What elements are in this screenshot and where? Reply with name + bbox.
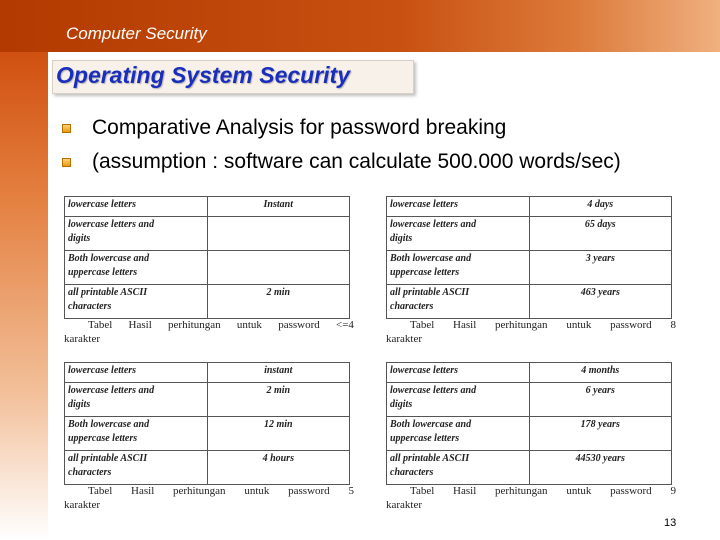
table-cell-value: 2 min: [207, 285, 349, 319]
table-cell-label: Both lowercase and uppercase letters: [65, 251, 208, 285]
bullet-item: [62, 116, 506, 140]
table-row: [65, 363, 350, 383]
table-cell-value: 6 years: [529, 383, 671, 417]
table-row: [65, 417, 350, 451]
table-cell-label: lowercase letters: [387, 363, 530, 383]
table-caption: Tabel Hasil perhitungan untuk password 8 karakter: [386, 319, 676, 345]
password-table: [64, 362, 350, 485]
table-row: [387, 451, 672, 485]
password-table: [386, 196, 672, 319]
table-row: [387, 417, 672, 451]
table-cell-label: lowercase letters: [387, 197, 530, 217]
left-decorative-strip: [0, 52, 48, 540]
table-caption: Tabel Hasil perhitungan untuk password <=4 karakter: [64, 319, 354, 345]
table-cell-value: 4 days: [529, 197, 671, 217]
password-table: [386, 362, 672, 485]
table-cell-value: 3 years: [529, 251, 671, 285]
table-cell-label: lowercase letters and digits: [387, 383, 530, 417]
table-row: [387, 383, 672, 417]
bullet-square-icon: [62, 124, 71, 133]
table-cell-label: lowercase letters: [65, 363, 208, 383]
bullet-text: Comparative Analysis for password breaking: [92, 116, 507, 139]
table-cell-value: [207, 217, 349, 251]
table-cell-label: lowercase letters: [65, 197, 208, 217]
table-cell-value: 12 min: [207, 417, 349, 451]
table-cell-label: Both lowercase and uppercase letters: [387, 417, 530, 451]
table-row: [65, 383, 350, 417]
page-number: 13: [664, 517, 677, 529]
bullet-square-icon: [62, 158, 71, 167]
table-cell-value: 463 years: [529, 285, 671, 319]
slide-title: Operating System Security: [56, 62, 350, 88]
table-row: [387, 217, 672, 251]
table-cell-value: [207, 251, 349, 285]
table-cell-label: all printable ASCII characters: [65, 451, 208, 485]
table-row: [387, 363, 672, 383]
table-cell-value: 4 hours: [207, 451, 349, 485]
password-table: [64, 196, 350, 319]
table-cell-value: 65 days: [529, 217, 671, 251]
table-row: [387, 285, 672, 319]
table-row: [387, 251, 672, 285]
table-cell-label: all printable ASCII characters: [387, 285, 530, 319]
table-cell-value: 178 years: [529, 417, 671, 451]
bullet-item: [62, 150, 621, 174]
table-row: [65, 251, 350, 285]
bullet-text: (assumption : software can calculate 500.000 words/sec): [92, 150, 621, 173]
table-row: [387, 197, 672, 217]
table-cell-label: all printable ASCII characters: [65, 285, 208, 319]
table-cell-label: lowercase letters and digits: [65, 383, 208, 417]
table-cell-value: 2 min: [207, 383, 349, 417]
table-cell-value: instant: [207, 363, 349, 383]
table-cell-value: 4 months: [529, 363, 671, 383]
table-cell-label: all printable ASCII characters: [387, 451, 530, 485]
table-row: [65, 197, 350, 217]
table-cell-label: lowercase letters and digits: [387, 217, 530, 251]
table-row: [65, 451, 350, 485]
table-caption: Tabel Hasil perhitungan untuk password 5 karakter: [64, 485, 354, 511]
table-cell-label: lowercase letters and digits: [65, 217, 208, 251]
table-row: [65, 285, 350, 319]
table-row: [65, 217, 350, 251]
table-cell-label: Both lowercase and uppercase letters: [387, 251, 530, 285]
table-cell-label: Both lowercase and uppercase letters: [65, 417, 208, 451]
header-title: Computer Security: [66, 24, 207, 43]
table-cell-value: 44530 years: [529, 451, 671, 485]
table-caption: Tabel Hasil perhitungan untuk password 9 karakter: [386, 485, 676, 511]
table-cell-value: Instant: [207, 197, 349, 217]
